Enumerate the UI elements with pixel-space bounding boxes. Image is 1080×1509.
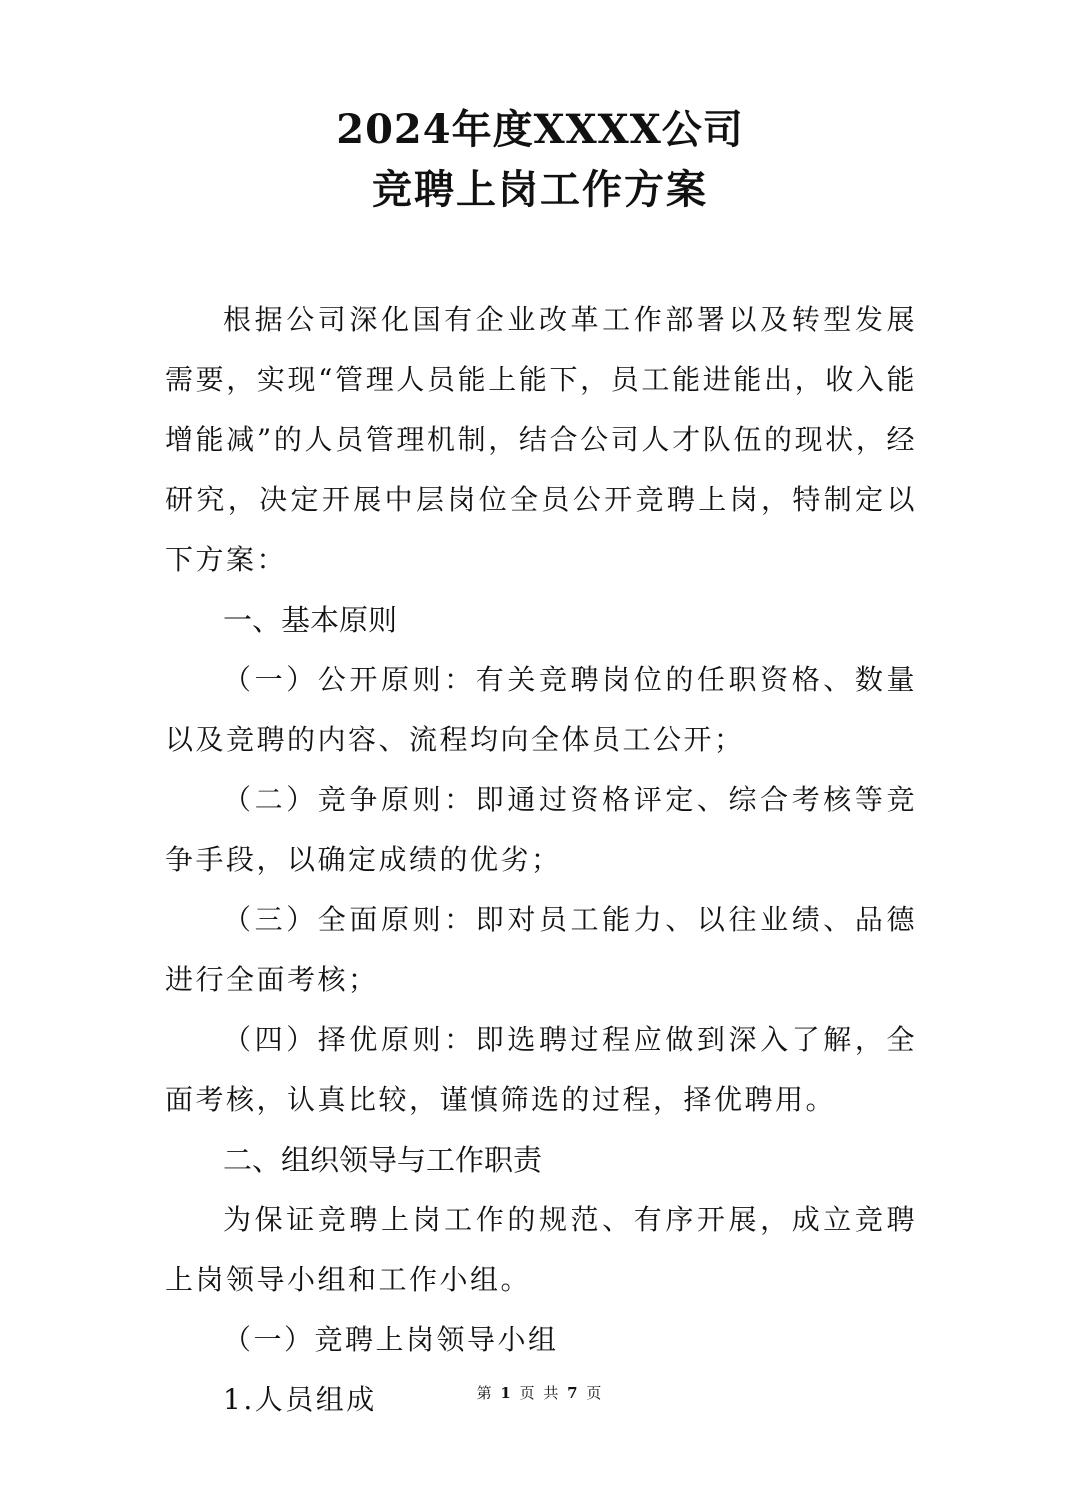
section-heading-basic-principles: 一、基本原则 (223, 603, 398, 637)
intro-paragraph: 根据公司深化国有企业改革工作部署以及转型发展需要，实现“管理人员能上能下，员工能进能出，收入能增能减”的人员管理机制，结合公司人才队伍的现状，经研究，决定开展中层岗位全员公开竞聘上岗，特制定以下方案： (165, 303, 917, 576)
principle-openness: （一）公开原则：有关竞聘岗位的任职资格、数量以及竞聘的内容、流程均向全体员工公开； (165, 663, 917, 756)
sub-heading-leadership-group: （一）竞聘上岗领导小组 (223, 1323, 559, 1356)
list-item-personnel: 1.人员组成 (223, 1383, 377, 1416)
principle-merit-selection: （四）择优原则：即选聘过程应做到深入了解，全面考核，认真比较，谨慎筛选的过程，择优聘用。 (165, 1023, 917, 1116)
page-footer (0, 1382, 1080, 1403)
section-heading-organization: 二、组织领导与工作职责 (223, 1143, 543, 1177)
footer-total-pages: 7 (567, 1384, 580, 1402)
organization-intro-paragraph: 为保证竞聘上岗工作的规范、有序开展，成立竞聘上岗领导小组和工作小组。 (165, 1203, 917, 1296)
document-body (165, 290, 917, 1430)
document-title-line-2: 竞聘上岗工作方案 (372, 166, 708, 213)
footer-current-page: 1 (500, 1384, 513, 1402)
principle-competition: （二）竞争原则：即通过资格评定、综合考核等竞争手段，以确定成绩的优劣； (165, 783, 917, 876)
footer-suffix: 页 (586, 1384, 604, 1402)
document-title-line-1: 2024年度XXXX公司 (336, 106, 744, 153)
footer-middle: 页 共 (519, 1384, 561, 1402)
principle-comprehensiveness: （三）全面原则：即对员工能力、以往业绩、品德进行全面考核； (165, 903, 917, 996)
footer-prefix: 第 (476, 1384, 494, 1402)
